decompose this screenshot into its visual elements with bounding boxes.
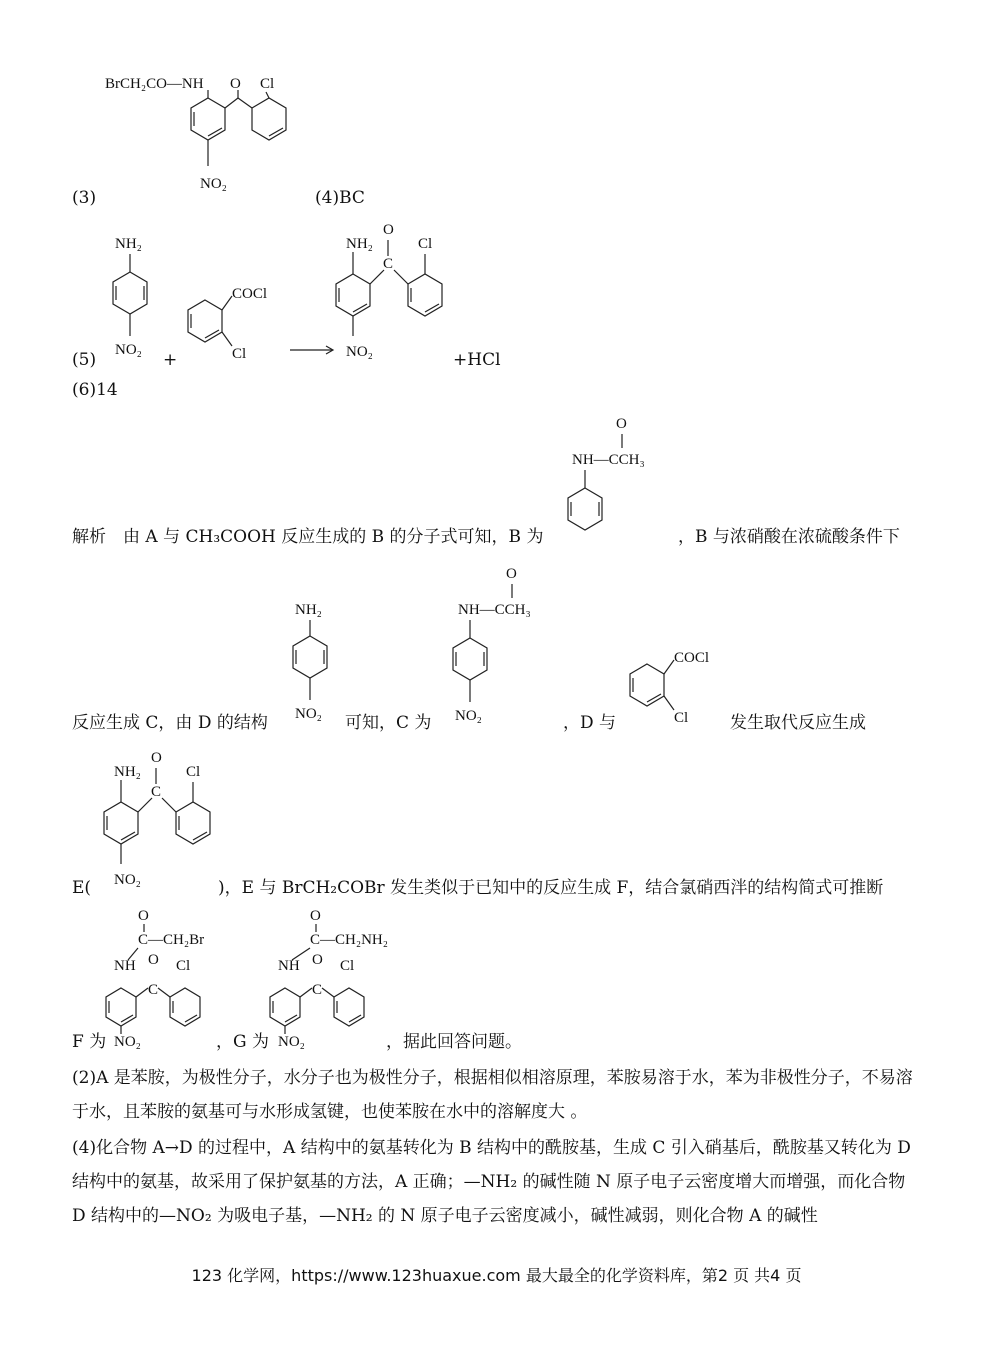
mol-label: C xyxy=(151,784,162,800)
molecule-f xyxy=(96,904,236,1050)
mol-label: O xyxy=(616,416,627,432)
mol-label: Cl xyxy=(418,236,433,252)
analysis-line3-a: E( xyxy=(72,878,92,898)
mol-label: NO₂ xyxy=(278,1034,305,1050)
analysis-line4-b: ，G 为 xyxy=(216,1032,269,1052)
analysis-line2-c: ，D 与 xyxy=(563,713,617,733)
mol-label: NO₂ xyxy=(114,872,141,888)
analysis-line2-d: 发生取代反应生成 xyxy=(730,713,866,733)
mol-label: O xyxy=(148,952,159,968)
mol-label: NH₂ xyxy=(346,236,373,252)
mol-label: Cl xyxy=(186,764,201,780)
mol-label: NH₂ xyxy=(295,602,322,618)
mol-label: NH₂ xyxy=(114,764,141,780)
analysis-line3-b: )，E 与 BrCH₂COBr 发生类似于已知中的反应生成 F，结合氯硝西泮的结构简式可推断 xyxy=(218,878,884,898)
mol-label: NO₂ xyxy=(115,342,142,358)
mol-label: C—CH₂NH₂ xyxy=(310,932,388,948)
analysis-paragraph-4: (4)化合物 A→D 的过程中，A 结构中的氨基转化为 B 结构中的酰胺基，生成 C 引入硝基后，酰胺基又转化为 D 结构中的氨基，故采用了保护氨基的方法，A 正确；—NH₂ 的碱性随 N 原子电子云密度增大而增强，而化合物 D 结构中的—NO₂ 为吸电子基，—NH₂ 的 N 原子电子云密度减小，碱性减弱，则化合物 A 的碱性 xyxy=(72,1138,911,1226)
mol-label: O xyxy=(310,908,321,924)
molecule-chlorobenzoyl-chloride xyxy=(180,278,290,368)
mol-label: O xyxy=(230,76,241,92)
mol-label: C xyxy=(383,256,394,272)
mol-label: O xyxy=(312,952,323,968)
molecule-p-nitroaniline xyxy=(100,228,170,363)
page-footer: 123 化学网，https://www.123huaxue.com 最大最全的化学资料库，第2 页 共4 页 xyxy=(191,1266,802,1285)
analysis-paragraph-2: (2)A 是苯胺，为极性分子，水分子也为极性分子，根据相似相溶原理，苯胺易溶于水，苯为非极性分子，不易溶于水，且苯胺的氨基可与水形成氢键，也使苯胺在水中的溶解度大 。 xyxy=(72,1068,913,1122)
mol-label: NH—CCH₃ xyxy=(458,602,531,618)
molecule-d-p-nitroaniline xyxy=(280,596,350,731)
answer-3-label: (3) xyxy=(72,188,97,208)
mol-label: C—CH₂Br xyxy=(138,932,205,948)
molecule-product-e xyxy=(328,220,458,365)
mol-label: NH₂ xyxy=(115,236,142,252)
mol-label: NH xyxy=(114,958,136,974)
mol-label: NO₂ xyxy=(114,1034,141,1050)
answer-5-label: (5) xyxy=(72,350,97,370)
analysis-line2-a: 反应生成 C，由 D 的结构 xyxy=(72,713,268,733)
analysis-line1-b: ，B 与浓硝酸在浓硫酸条件下 xyxy=(678,527,900,547)
analysis-line4-c: ，据此回答问题。 xyxy=(386,1032,522,1052)
mol-label: NO₂ xyxy=(346,344,373,360)
mol-label: BrCH₂CO—NH xyxy=(105,76,204,92)
answer-5-hcl: +HCl xyxy=(453,350,501,370)
mol-label: NO₂ xyxy=(455,708,482,724)
molecule-answer-3 xyxy=(100,68,300,208)
mol-label: C xyxy=(312,982,323,998)
molecule-g xyxy=(268,904,418,1050)
molecule-c-nitroacetanilide xyxy=(440,562,560,732)
mol-label: O xyxy=(151,750,162,766)
mol-label: O xyxy=(138,908,149,924)
mol-label: COCl xyxy=(674,650,710,666)
mol-label: Cl xyxy=(260,76,275,92)
mol-label: O xyxy=(383,222,394,238)
mol-label: NH—CCH₃ xyxy=(572,452,645,468)
answer-5-plus: + xyxy=(163,350,178,370)
mol-label: NH xyxy=(278,958,300,974)
mol-label: Cl xyxy=(674,710,689,726)
answer-6: (6)14 xyxy=(72,380,118,400)
mol-label: COCl xyxy=(232,286,268,302)
answer-4: (4)BC xyxy=(315,188,365,208)
molecule-e xyxy=(96,748,226,893)
mol-label: C xyxy=(148,982,159,998)
mol-label: Cl xyxy=(340,958,355,974)
molecule-acetanilide xyxy=(560,412,670,542)
mol-label: Cl xyxy=(232,346,247,362)
mol-label: O xyxy=(506,566,517,582)
molecule-d-chlorobenzoyl-chloride xyxy=(622,644,732,734)
mol-label: Cl xyxy=(176,958,191,974)
analysis-line4-a: F 为 xyxy=(72,1032,107,1052)
analysis-line1-a: 解析 由 A 与 CH₃COOH 反应生成的 B 的分子式可知，B 为 xyxy=(72,527,544,547)
mol-label: NO₂ xyxy=(200,176,227,192)
analysis-line2-b: 可知，C 为 xyxy=(345,713,432,733)
mol-label: NO₂ xyxy=(295,706,322,722)
